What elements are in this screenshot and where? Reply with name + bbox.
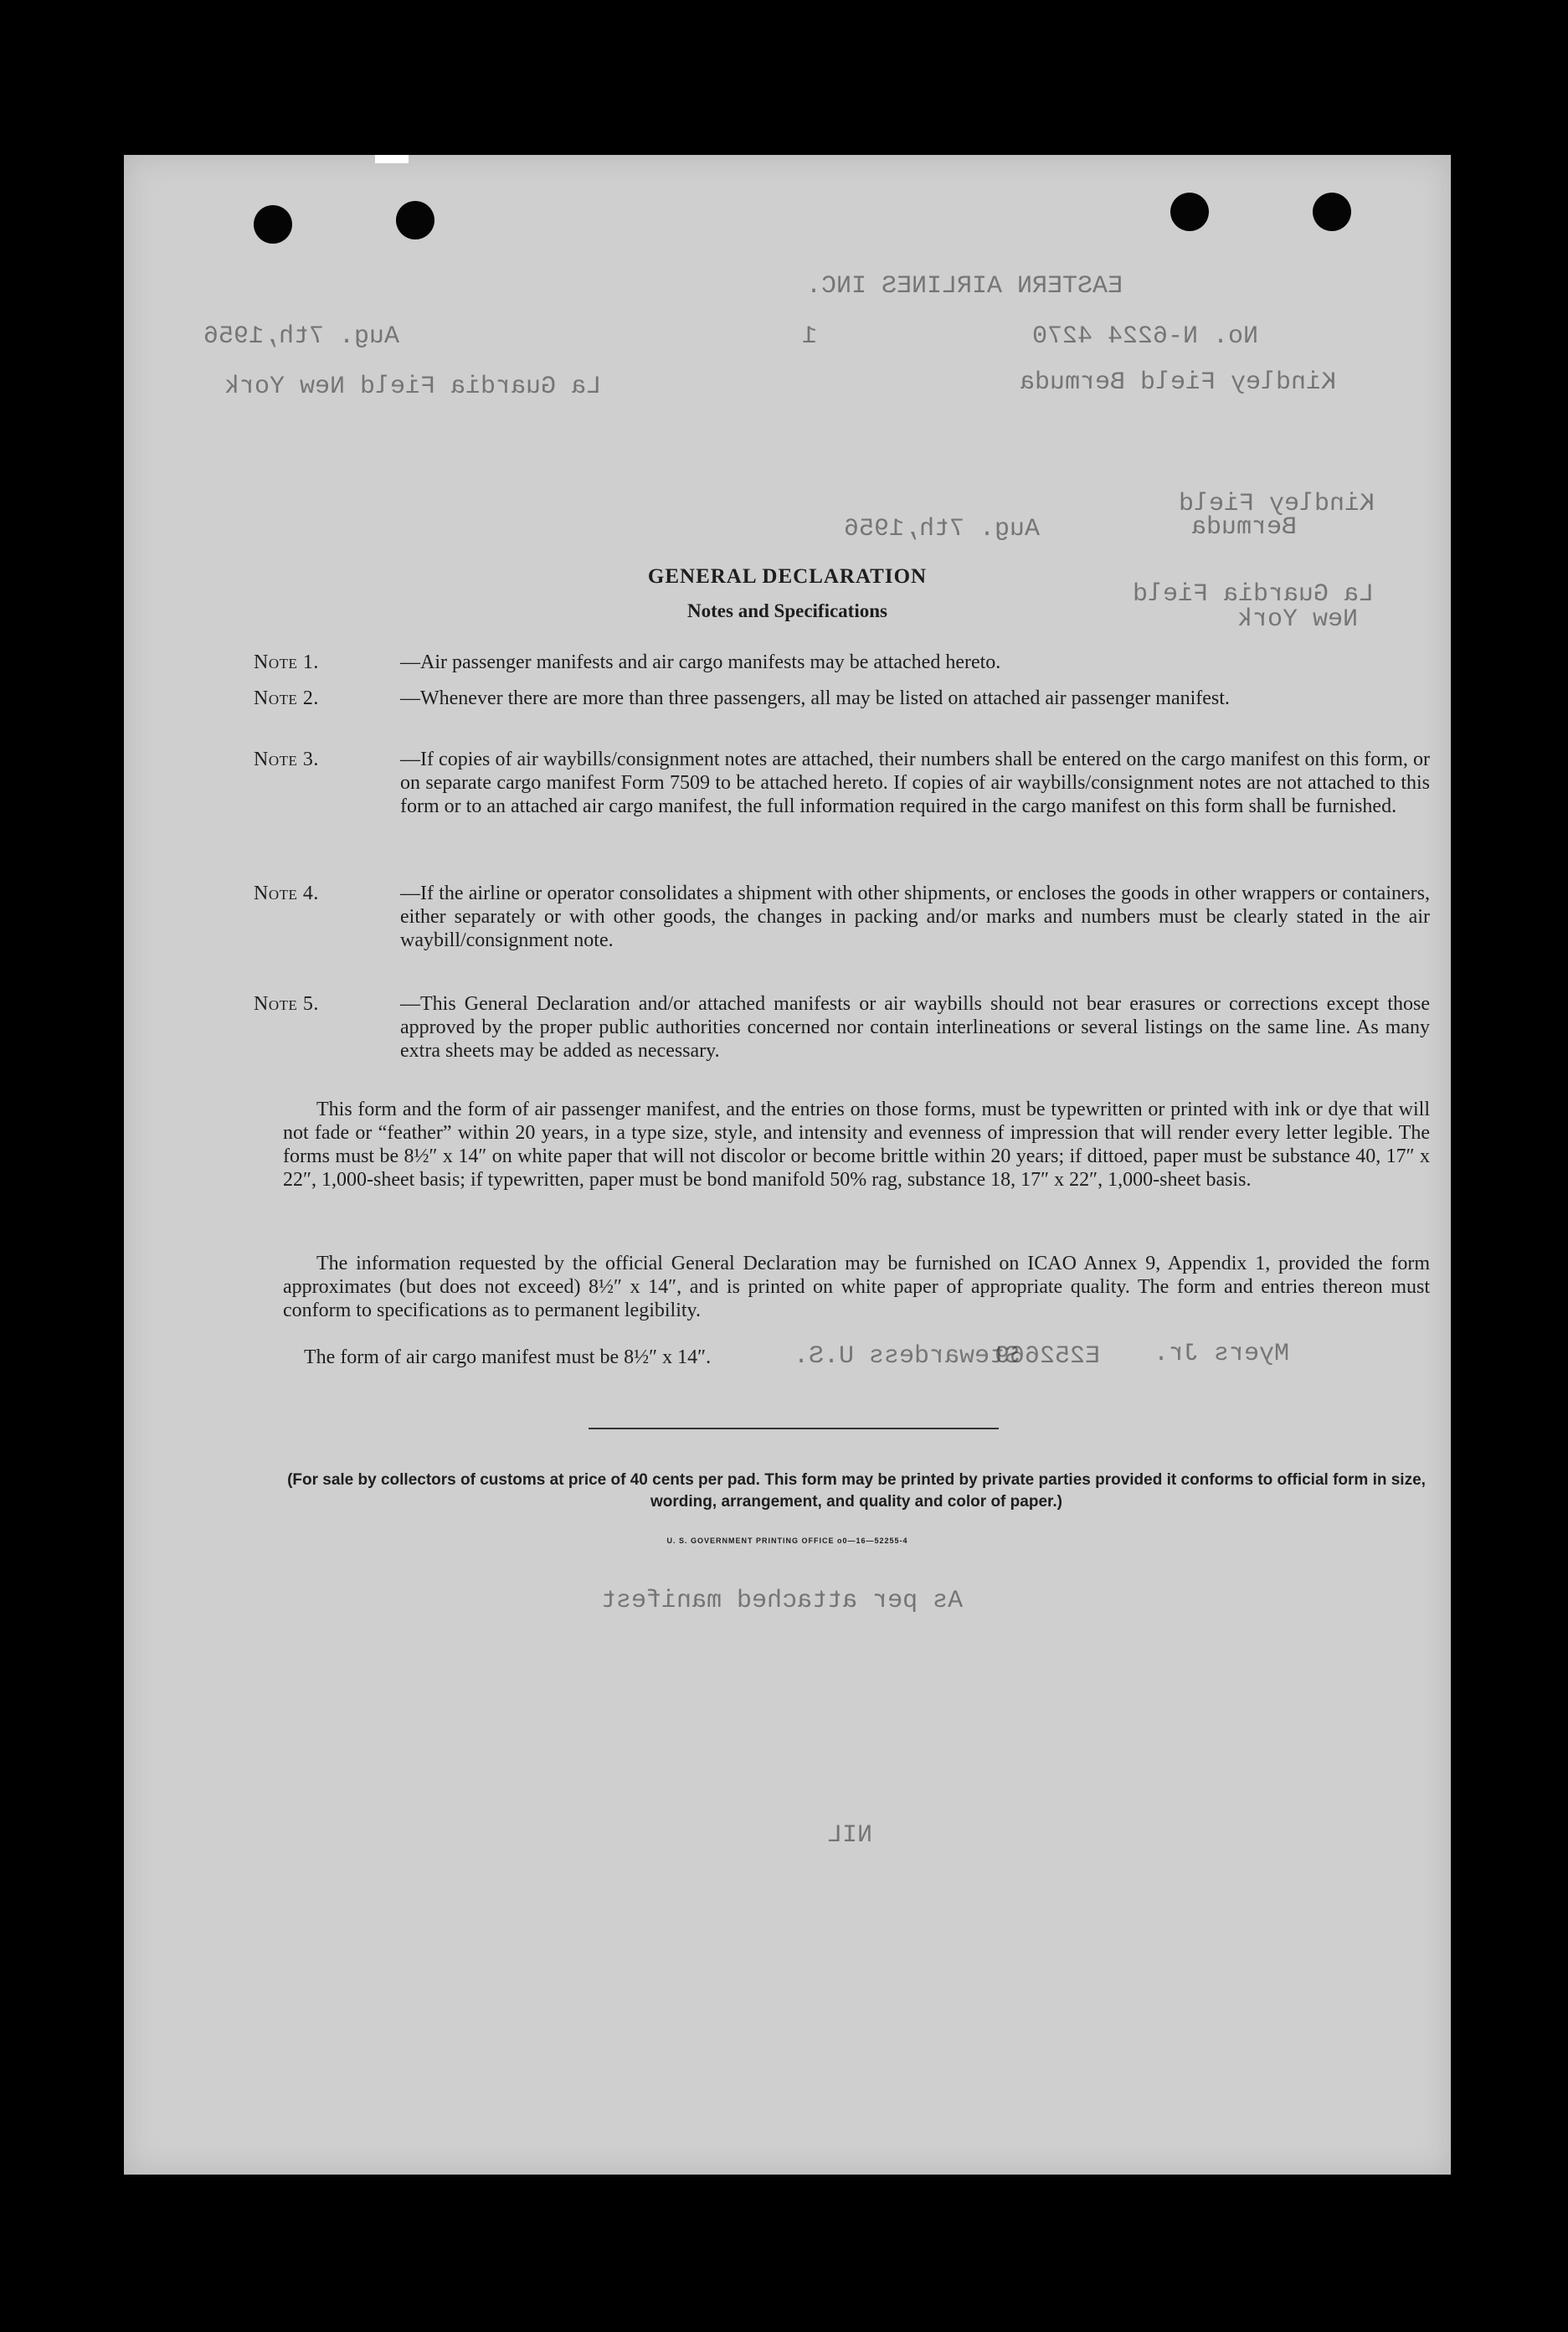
ghost-airline: EASTERN AIRLINES INC.	[806, 272, 1123, 301]
note-4	[254, 882, 1430, 952]
ghost-place-1: Kindley Field	[1179, 490, 1375, 518]
paragraph-text: The form of air cargo manifest must be 8½″ x 14″.	[304, 1346, 712, 1368]
note-text: —Whenever there are more than three passengers, all may be listed on attached air passenger manifest.	[400, 687, 1230, 709]
ghost-cargo: As per attached manifest	[601, 1587, 964, 1615]
page-subtitle: Notes and Specifications	[687, 600, 887, 621]
note-text: —If the airline or operator consolidates a shipment with other shipments, or encloses the goods in other wrappers or containers, either separately or with other goods, the changes in packing and/or marks and numbers must be clearly stated in the air waybill/consignment note.	[400, 883, 1430, 951]
ghost-aircraft: No. N-6224 4270	[1032, 322, 1259, 351]
note-3	[254, 748, 1430, 818]
ghost-crew: Myers Jr.	[1154, 1340, 1290, 1368]
ghost-crew-id: E252669	[995, 1342, 1101, 1371]
note-text: —Air passenger manifests and air cargo manifests may be attached hereto.	[400, 651, 1001, 673]
torn-mark	[375, 155, 409, 163]
punch-hole-right-2	[1313, 193, 1351, 231]
page-title: GENERAL DECLARATION	[647, 565, 928, 588]
document-sheet	[124, 155, 1451, 2175]
note-text: —If copies of air waybills/consignment notes are attached, their numbers shall be entered on the cargo manifest on this form, or on separate cargo manifest Form 7509 to be attached hereto. If copies of air waybills/consignment notes are not attached to this form or to an attached air cargo manifest, the full information required in the cargo manifest on this form shall be furnished.	[400, 749, 1430, 817]
paragraph-cargo-manifest	[283, 1346, 1430, 1369]
note-label: Note 4.	[254, 883, 319, 904]
printing-office-imprint: U. S. GOVERNMENT PRINTING OFFICE o0—16—52255-4	[666, 1537, 908, 1545]
divider-rule	[589, 1428, 999, 1429]
punch-hole-right-1	[1170, 193, 1209, 231]
ghost-route-from: Kindley Field Bermuda	[1020, 368, 1337, 397]
ghost-route-to: La Guardia Field New York	[224, 373, 602, 401]
note-label: Note 3.	[254, 749, 319, 770]
ghost-nil: NIL	[827, 1821, 873, 1850]
note-5	[254, 992, 1430, 1063]
note-2	[254, 687, 1430, 710]
note-1	[254, 651, 1430, 674]
ghost-date-mid: Aug. 7th,1956	[844, 515, 1041, 543]
ghost-number: 1	[802, 322, 818, 351]
note-label: Note 1.	[254, 651, 319, 673]
footer-note: (For sale by collectors of customs at price of 40 cents per pad. This form may be printed by private parties provided it conforms to official form in size, wording, arrangement, and quality and color of paper.)	[287, 1471, 1426, 1511]
ghost-place-1b: Bermuda	[1191, 513, 1298, 542]
note-text: —This General Declaration and/or attached manifests or air waybills should not bear erasures or corrections except those approved by the proper public authorities concerned nor contain interlineations or several listings on the same line. As many extra sheets may be added as necessary.	[400, 993, 1430, 1062]
ghost-crew-2: Stewardess U.S.	[794, 1342, 1020, 1371]
note-label: Note 2.	[254, 687, 319, 709]
paragraph-form-requirements	[283, 1098, 1430, 1192]
paragraph-text: The information requested by the official General Declaration may be furnished on ICAO Annex 9, Appendix 1, provided the form approximates (but does not exceed) 8½″ x 14″, and is printed on white paper of appropriate quality. The form and entries thereon must conform to specifications as to permanent legibility.	[283, 1253, 1430, 1321]
paragraph-icao	[283, 1252, 1430, 1322]
punch-hole-left-1	[254, 205, 292, 244]
ghost-place-2: La Guardia Field	[1133, 580, 1375, 609]
ghost-place-2b: New York	[1237, 605, 1359, 634]
punch-hole-left-2	[396, 201, 434, 239]
paragraph-text: This form and the form of air passenger manifest, and the entries on those forms, must be typewritten or printed with ink or dye that will not fade or “feather” within 20 years, in a type size, style, and intensity and evenness of impression that will render every letter legible. The forms must be 8½″ x 14″ on white paper that will not discolor or become brittle within 20 years; if dittoed, paper must be substance 40, 17″ x 22″, 1,000-sheet basis; if typewritten, paper must be bond manifold 50% rag, substance 18, 17″ x 22″, 1,000-sheet basis.	[283, 1099, 1430, 1191]
ghost-date-top: Aug. 7th,1956	[203, 322, 400, 351]
note-label: Note 5.	[254, 993, 319, 1015]
